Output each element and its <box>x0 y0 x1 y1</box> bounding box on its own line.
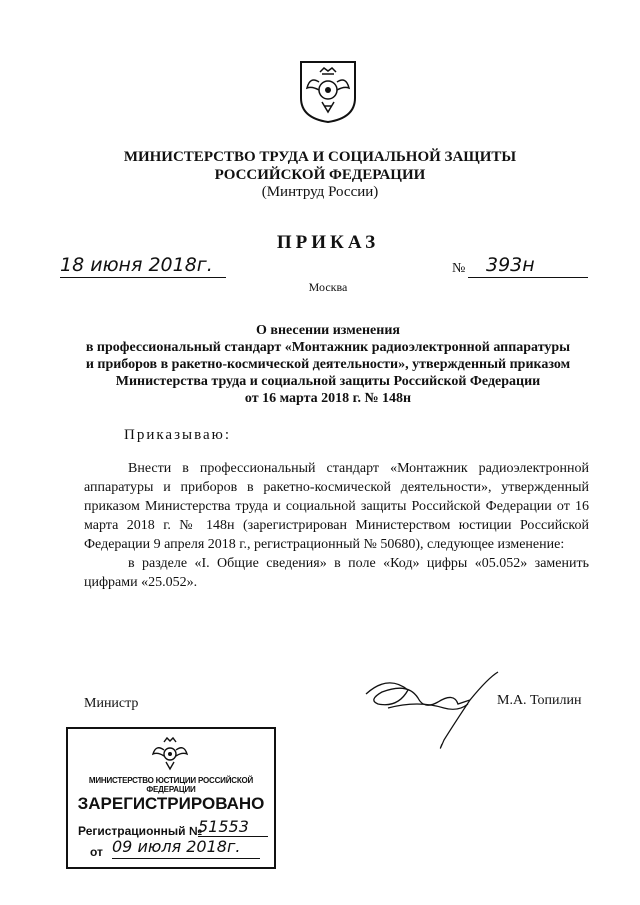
stamp-date: 09 июля 2018г. <box>112 837 241 856</box>
stamp-eagle-icon <box>150 734 190 772</box>
order-body <box>84 459 589 592</box>
registration-stamp <box>66 727 276 869</box>
order-subject <box>60 322 596 407</box>
stamp-ministry-name: МИНИСТЕРСТВО ЮСТИЦИИ РОССИЙСКОЙ ФЕДЕРАЦИИ <box>88 776 254 794</box>
number-underline <box>468 277 588 278</box>
ministry-short-name: (Минтруд России) <box>261 184 379 200</box>
subject-line-5: от 16 марта 2018 г. № 148н <box>244 391 412 406</box>
subject-line-4: Министерства труда и социальной защиты Российской Федерации <box>115 374 541 389</box>
order-number-handwritten: 393н <box>486 254 535 276</box>
date-underline <box>60 277 226 278</box>
stamp-date-label: от <box>90 845 103 859</box>
coat-of-arms-emblem <box>298 60 358 124</box>
stamp-registered-label: ЗАРЕГИСТРИРОВАНО <box>77 794 265 813</box>
signatory-name: М.А. Топилин <box>497 693 582 708</box>
signatory-position: Министр <box>84 696 139 711</box>
order-directive-word: Приказываю: <box>124 427 231 443</box>
order-number-label: № <box>452 261 466 276</box>
order-title: ПРИКАЗ <box>276 232 380 253</box>
stamp-reg-number: 51553 <box>198 817 249 836</box>
subject-line-2: в профессиональный стандарт «Монтажник радиоэлектронной аппаратуры <box>85 340 571 355</box>
city: Москва <box>308 280 348 294</box>
ministry-name <box>0 148 640 184</box>
order-date-handwritten: 18 июня 2018г. <box>60 254 213 276</box>
handwritten-signature <box>358 664 508 756</box>
ministry-line-2: РОССИЙСКОЙ ФЕДЕРАЦИИ <box>214 167 426 183</box>
subject-line-1: О внесении изменения <box>256 323 400 338</box>
stamp-date-underline <box>112 858 260 859</box>
body-paragraph-2: в разделе «I. Общие сведения» в поле «Код» цифры «05.052» заменить цифрами «25.052». <box>84 556 589 590</box>
ministry-line-1: МИНИСТЕРСТВО ТРУДА И СОЦИАЛЬНОЙ ЗАЩИТЫ <box>123 149 517 165</box>
stamp-reg-number-label: Регистрационный № <box>78 824 203 838</box>
body-paragraph-1: Внести в профессиональный стандарт «Монтажник радиоэлектронной аппаратуры и приборов в ракетно-космической деятельности», утвержденный приказом Министерства труда и социальной защиты Российской Федерации от 16 марта 2018 г. № 148н (зарегистрирован Министерством юстиции Российской Федерации 9 апреля 2018 г., регистрационный № 50680), следующее изменение: <box>84 461 589 552</box>
subject-line-3: и приборов в ракетно-космической деятельности», утвержденный приказом <box>85 357 571 372</box>
